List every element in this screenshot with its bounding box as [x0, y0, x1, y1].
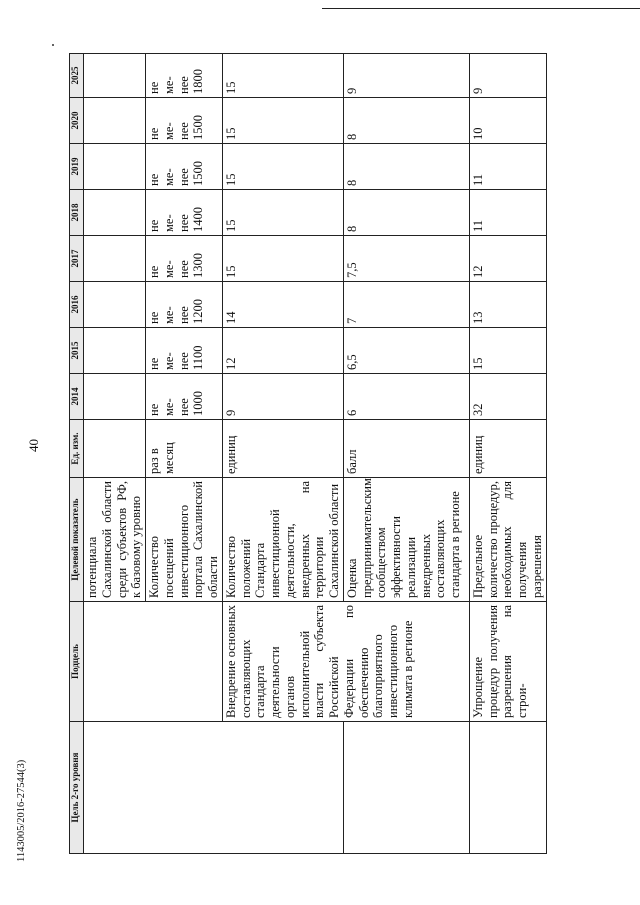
value-cell: не ме- нее 1500 [146, 144, 223, 190]
value-cell: 9 [222, 374, 343, 420]
value-cell: 12 [469, 236, 546, 282]
goal-cell [343, 722, 469, 854]
value-cell: 9 [469, 54, 546, 98]
value-cell [84, 190, 146, 236]
table-row [84, 54, 146, 854]
header-cell: Цель 2-го уровня [70, 722, 84, 854]
value-cell: 8 [343, 98, 469, 144]
header-row [70, 54, 84, 854]
goal-cell [84, 722, 344, 854]
unit-cell: балл [343, 420, 469, 478]
rotated-table-container [69, 54, 632, 854]
value-cell: 10 [469, 98, 546, 144]
unit-cell [84, 420, 146, 478]
value-cell [84, 328, 146, 374]
subgoal-cell: Внедрение основных составляющих стандарта деятельности органов исполнительной власти субъекта Российской Федерации по обеспечению благоприятного инвестиционного климата в регионе [222, 602, 469, 722]
value-cell: 9 [343, 54, 469, 98]
header-cell: Подцель [70, 602, 84, 722]
value-cell: 32 [469, 374, 546, 420]
indicator-cell: Оценка предпринимательским сообществом эффективности реализации внедренных составляющих стандарта в регионе [343, 478, 469, 602]
value-cell: 15 [222, 98, 343, 144]
value-cell: не ме- нее 1100 [146, 328, 223, 374]
value-cell [84, 144, 146, 190]
table-row [469, 54, 546, 854]
value-cell: 15 [222, 236, 343, 282]
subgoal-cell: Упрощение процедур получения разрешения на строи- [469, 602, 546, 722]
indicator-cell: Количество посещений инвестиционного портала Сахалинской области [146, 478, 223, 602]
scan-speck [52, 44, 54, 46]
indicators-table [69, 53, 547, 854]
unit-cell: раз в месяц [146, 420, 223, 478]
unit-cell: единиц [469, 420, 546, 478]
value-cell: не ме- нее 1200 [146, 282, 223, 328]
value-cell: 15 [222, 54, 343, 98]
value-cell: 15 [222, 190, 343, 236]
subgoal-cell [84, 602, 223, 722]
header-cell: 2025 [70, 54, 84, 98]
value-cell: 6,5 [343, 328, 469, 374]
value-cell [84, 54, 146, 98]
value-cell: 7,5 [343, 236, 469, 282]
value-cell: не ме- нее 1000 [146, 374, 223, 420]
value-cell [84, 282, 146, 328]
value-cell: 15 [469, 328, 546, 374]
value-cell: не ме- нее 1500 [146, 98, 223, 144]
indicator-cell: Предельное количество процедур, необходимых для получения разрешения [469, 478, 546, 602]
indicator-cell: Количество положений Стандарта инвестиционной деятельности, внедренных на территории Сахалинской области [222, 478, 343, 602]
header-cell: Ед. изм. [70, 420, 84, 478]
value-cell [84, 374, 146, 420]
value-cell: 11 [469, 190, 546, 236]
value-cell [84, 236, 146, 282]
value-cell: 13 [469, 282, 546, 328]
header-cell: 2015 [70, 328, 84, 374]
indicator-cell: потенциала Сахалинской области среди субъектов РФ, к базовому уровню [84, 478, 146, 602]
header-cell: 2014 [70, 374, 84, 420]
value-cell: 7 [343, 282, 469, 328]
goal-cell [469, 722, 546, 854]
header-cell: 2017 [70, 236, 84, 282]
value-cell: не ме- нее 1800 [146, 54, 223, 98]
value-cell: не ме- нее 1400 [146, 190, 223, 236]
document-code: 1143005/2016-27544(3) [16, 759, 27, 862]
header-cell: 2016 [70, 282, 84, 328]
header-cell: 2018 [70, 190, 84, 236]
value-cell: 12 [222, 328, 343, 374]
unit-cell: единиц [222, 420, 343, 478]
header-cell: 2019 [70, 144, 84, 190]
value-cell: 14 [222, 282, 343, 328]
value-cell: не ме- нее 1300 [146, 236, 223, 282]
header-cell: Целевой показатель [70, 478, 84, 602]
top-rule-line [322, 8, 640, 9]
page-number: 40 [26, 439, 41, 452]
table-row [343, 54, 469, 854]
value-cell: 11 [469, 144, 546, 190]
value-cell: 8 [343, 144, 469, 190]
value-cell: 8 [343, 190, 469, 236]
value-cell [84, 98, 146, 144]
header-cell: 2020 [70, 98, 84, 144]
value-cell: 6 [343, 374, 469, 420]
value-cell: 15 [222, 144, 343, 190]
